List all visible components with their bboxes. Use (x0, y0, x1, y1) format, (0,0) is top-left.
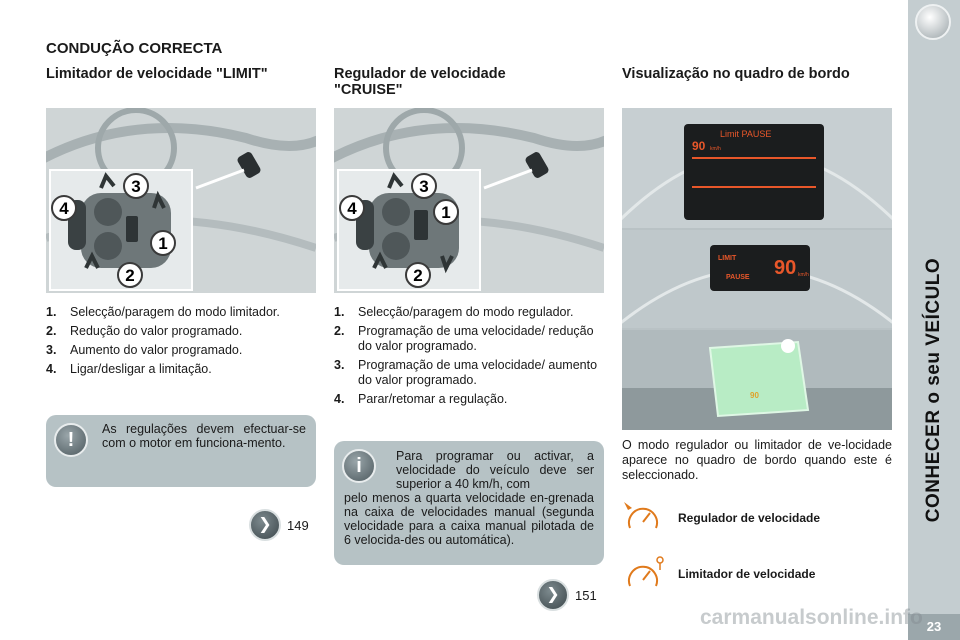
display1-speed: 90 (692, 139, 706, 153)
dashboard-description: O modo regulador ou limitador de ve-locidade aparece no quadro de bordo quando este é seleccionado. (622, 438, 892, 482)
section-title: CONDUÇÃO CORRECTA (46, 40, 223, 57)
display2-speed: 90 (774, 257, 797, 279)
display1-unit: km/h (710, 146, 721, 152)
warning-icon: ! (54, 423, 88, 457)
limit-label-3: 3 (131, 177, 141, 196)
cruise-label-2: 2 (413, 266, 423, 285)
info-note (334, 441, 604, 565)
legend-label: Regulador de velocidade (678, 511, 821, 525)
list-item: 2. Redução do valor programado. (46, 324, 243, 338)
heading-dashboard-display: Visualização no quadro de bordo (622, 66, 850, 82)
warning-note-text: As regulações devem efectuar-se com o motor em funciona-mento. (102, 422, 306, 450)
display2-pause: PAUSE (726, 274, 750, 281)
warning-note (46, 415, 316, 487)
list-item: 2. Programação de uma velocidade/ redução do valor programado. (334, 324, 594, 353)
list-item: 1. Selecção/paragem do modo limitador. (46, 305, 280, 319)
limit-label-1: 1 (158, 234, 168, 253)
legend-speed-limiter (622, 556, 815, 592)
heading-cruise-control: Regulador de velocidade "CRUISE" (334, 66, 506, 98)
limit-label-4: 4 (59, 199, 69, 218)
chapter-title: CONHECER o seu VEÍCULO (923, 257, 944, 523)
list-item: 3. Programação de uma velocidade/ aumento do valor programado. (334, 358, 598, 387)
info-icon: i (342, 449, 376, 483)
limiter-gauge-icon (622, 556, 664, 592)
heading-speed-limiter: Limitador de velocidade "LIMIT" (46, 66, 268, 82)
list-item: 4. Ligar/desligar a limitação. (46, 362, 212, 376)
legend-cruise-control (622, 500, 820, 536)
cruise-label-3: 3 (419, 177, 429, 196)
cruise-label-4: 4 (347, 199, 357, 218)
display2-mode: LIMIT (718, 255, 737, 262)
display2-unit: km/h (798, 272, 809, 278)
cruise-label-1: 1 (441, 203, 451, 222)
display1-mode: Limit PAUSE (720, 129, 772, 139)
arrow-right-icon: ❯ (537, 579, 569, 611)
chapter-dot-icon (915, 4, 951, 40)
list-item: 3. Aumento do valor programado. (46, 343, 243, 357)
cruise-stalk-illustration (334, 108, 604, 293)
list-item: 4. Parar/retomar a regulação. (334, 392, 508, 406)
limiter-steps-list (46, 305, 318, 381)
info-note-text-first: Para programar ou activar, a velocidade do veículo deve ser superior a 40 km/h, com (396, 449, 594, 491)
cruise-steps-list (334, 305, 604, 411)
arrow-right-icon: ❯ (249, 509, 281, 541)
info-note-text-rest: pelo menos a quarta velocidade en-grenada na caixa de velocidades manual (segunda velocidade para a caixa manual pilotada de 6 velocida-des ou automática). (344, 491, 594, 547)
hud-speed: 90 (750, 391, 759, 400)
page-reference-number: 149 (287, 517, 309, 533)
legend-label: Limitador de velocidade (678, 567, 816, 581)
watermark: carmanualsonline.info (700, 606, 923, 629)
limiter-stalk-illustration (46, 108, 316, 293)
list-item: 1. Selecção/paragem do modo regulador. (334, 305, 574, 319)
dashboard-display-illustration (622, 108, 892, 430)
page-reference-149[interactable] (249, 509, 309, 541)
cruise-gauge-icon (622, 500, 664, 536)
limit-label-2: 2 (125, 266, 135, 285)
page-reference-151[interactable] (537, 579, 597, 611)
page-number: 23 (908, 614, 960, 640)
page-reference-number: 151 (575, 587, 597, 603)
